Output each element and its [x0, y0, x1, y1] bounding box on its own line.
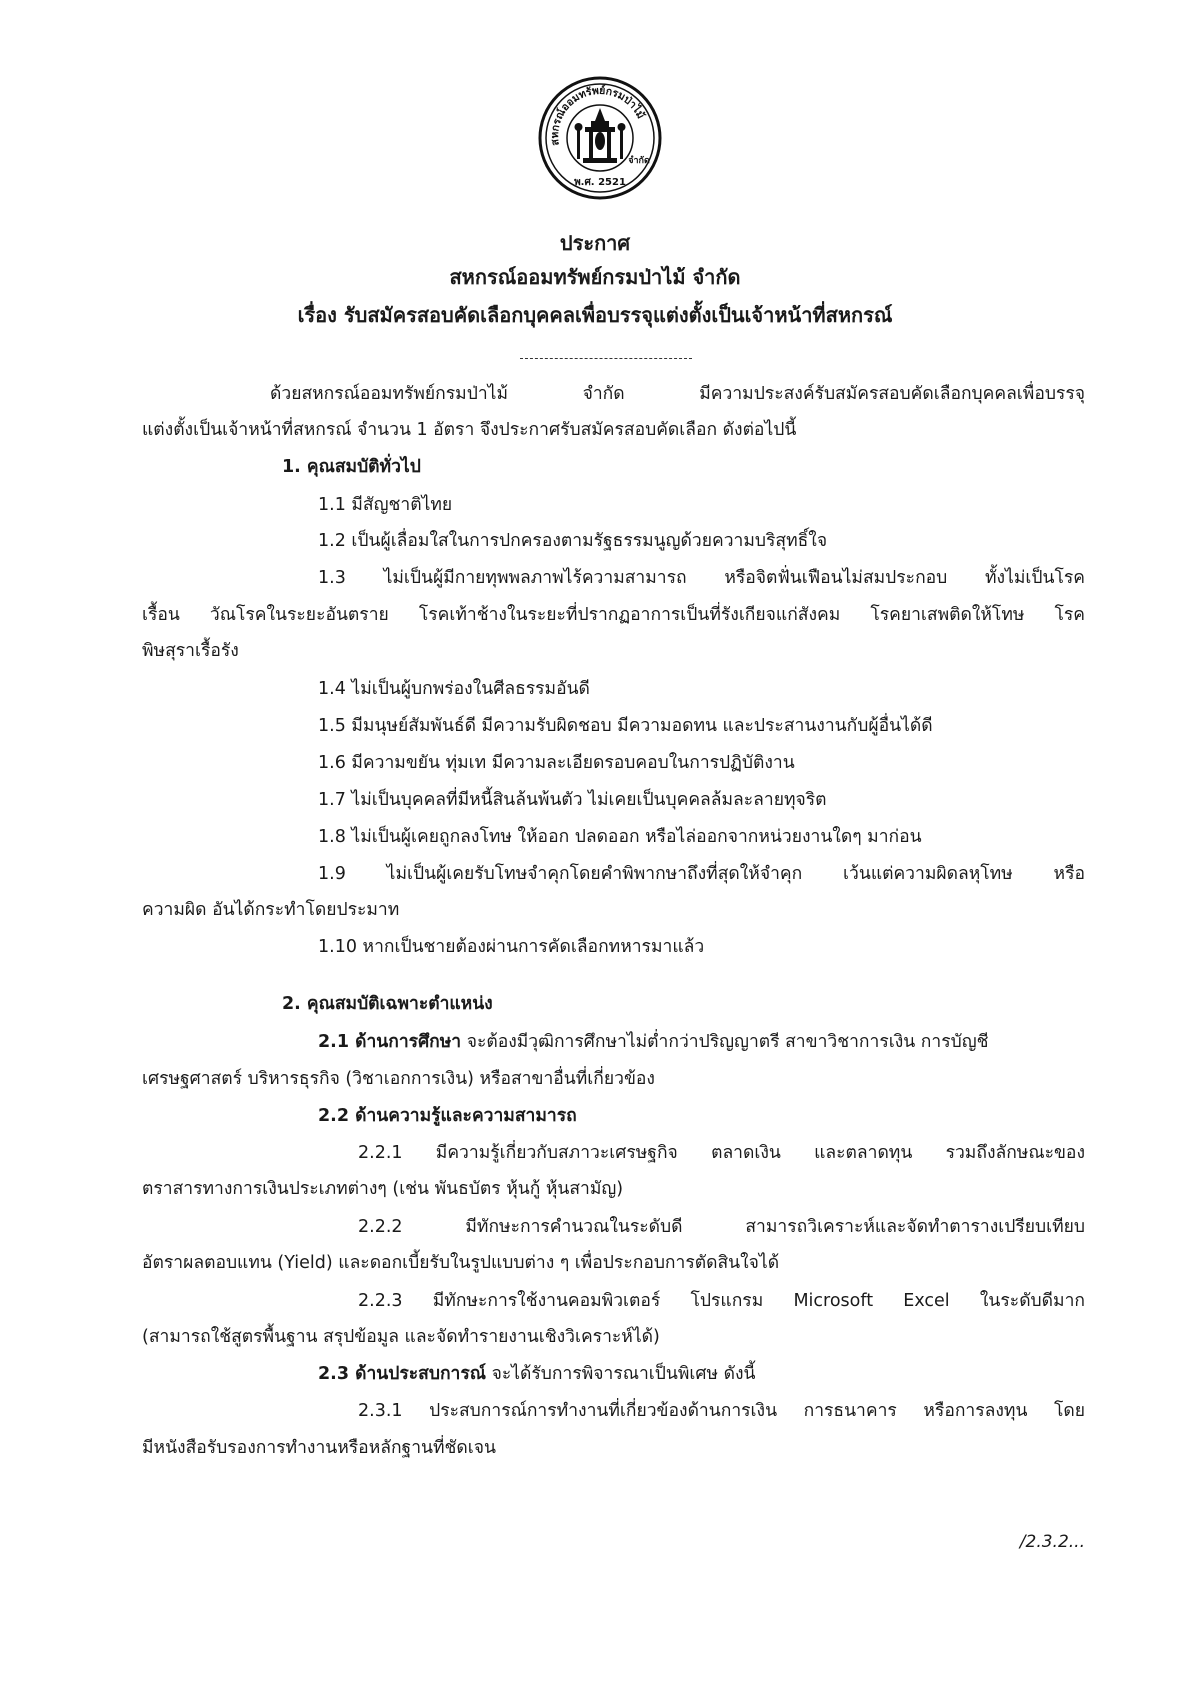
item-1-7: 1.7 ไม่เป็นบุคคลที่มีหนี้สินล้นพ้นตัว ไม่เคยเป็นบุคคลล้มละลายทุจริต — [318, 790, 827, 810]
announcement-label: ประกาศ — [559, 231, 631, 255]
item-2-2-3-line-2: (สามารถใช้สูตรพื้นฐาน สรุปข้อมูล และจัดทำรายงานเชิงวิเคราะห์ได้) — [142, 1327, 660, 1347]
item-1-3-line-1: 1.3 ไม่เป็นผู้มีกายทุพพลภาพไร้ความสามารถ หรือจิตฟั่นเฟือนไม่สมประกอบ ทั้งไม่เป็นโรค — [318, 568, 1085, 588]
item-1-1: 1.1 มีสัญชาติไทย — [318, 495, 453, 515]
item-2-2-2-line-1: 2.2.2 มีทักษะการคำนวณในระดับดี สามารถวิเคราะห์และจัดทำตารางเปรียบเทียบ — [358, 1217, 1085, 1237]
education-heading: 2.1 ด้านการศึกษา — [318, 1032, 462, 1052]
experience-line — [318, 1359, 755, 1389]
experience-text: จะได้รับการพิจารณาเป็นพิเศษ ดังนี้ — [486, 1364, 756, 1384]
intro-line-2: แต่งตั้งเป็นเจ้าหน้าที่สหกรณ์ จำนวน 1 อัตรา จึงประกาศรับสมัครสอบคัดเลือก ดังต่อไปนี้ — [142, 420, 797, 440]
section-2-title: 2. คุณสมบัติเฉพาะตำแหน่ง — [282, 994, 493, 1014]
item-2-2-3-line-1: 2.2.3 มีทักษะการใช้งานคอมพิวเตอร์ โปรแกรม Microsoft Excel ในระดับดีมาก — [358, 1291, 1085, 1311]
item-1-3-line-3: พิษสุราเรื้อรัง — [142, 641, 239, 661]
next-page-indicator: /2.3.2... — [1019, 1532, 1085, 1552]
experience-heading: 2.3 ด้านประสบการณ์ — [318, 1364, 487, 1384]
education-line-1 — [318, 1027, 989, 1057]
item-2-3-1-line-1: 2.3.1 ประสบการณ์การทำงานที่เกี่ยวข้องด้านการเงิน การธนาคาร หรือการลงทุน โดย — [358, 1401, 1085, 1421]
item-1-9-line-1: 1.9 ไม่เป็นผู้เคยรับโทษจำคุกโดยคำพิพากษาถึงที่สุดให้จำคุก เว้นแต่ความผิดลหุโทษ หรือ — [318, 864, 1085, 884]
item-2-2-1-line-1: 2.2.1 มีความรู้เกี่ยวกับสภาวะเศรษฐกิจ ตลาดเงิน และตลาดทุน รวมถึงลักษณะของ — [358, 1143, 1085, 1163]
item-2-2-2-line-2: อัตราผลตอบแทน (Yield) และดอกเบี้ยรับในรูปแบบต่าง ๆ เพื่อประกอบการตัดสินใจได้ — [142, 1253, 780, 1273]
item-1-5: 1.5 มีมนุษย์สัมพันธ์ดี มีความรับผิดชอบ มีความอดทน และประสานงานกับผู้อื่นได้ดี — [318, 716, 933, 736]
temple-emblem-icon — [575, 108, 626, 163]
item-1-9-line-2: ความผิด อันได้กระทำโดยประมาท — [142, 900, 400, 920]
seal-top-text: สหกรณ์ออมทรัพย์กรมป่าไม้ — [548, 84, 647, 147]
header-divider — [520, 358, 692, 359]
item-1-3-line-2: เรื้อน วัณโรคในระยะอันตราย โรคเท้าช้างในระยะที่ปรากฏอาการเป็นที่รังเกียจแก่สังคม โรคยาเสพติดให้โทษ โรค — [142, 605, 1085, 625]
item-1-2: 1.2 เป็นผู้เลื่อมใสในการปกครองตามรัฐธรรมนูญด้วยความบริสุทธิ์ใจ — [318, 531, 828, 551]
seal-side-text: จำกัด — [628, 156, 650, 166]
item-1-4: 1.4 ไม่เป็นผู้บกพร่องในศีลธรรมอันดี — [318, 679, 590, 699]
item-2-3-1-line-2: มีหนังสือรับรองการทำงานหรือหลักฐานที่ชัดเจน — [142, 1438, 496, 1458]
announcement-subject: เรื่อง รับสมัครสอบคัดเลือกบุคคลเพื่อบรรจุแต่งตั้งเป็นเจ้าหน้าที่สหกรณ์ — [297, 303, 893, 327]
education-text: จะต้องมีวุฒิการศึกษาไม่ต่ำกว่าปริญญาตรี สาขาวิชาการเงิน การบัญชี — [461, 1032, 989, 1052]
item-1-8: 1.8 ไม่เป็นผู้เคยถูกลงโทษ ให้ออก ปลดออก หรือไล่ออกจากหน่วยงานใดๆ มาก่อน — [318, 827, 922, 847]
intro-line-1: ด้วยสหกรณ์ออมทรัพย์กรมป่าไม้ จำกัด มีความประสงค์รับสมัครสอบคัดเลือกบุคคลเพื่อบรรจุ — [270, 384, 1085, 404]
item-1-10: 1.10 หากเป็นชายต้องผ่านการคัดเลือกทหารมาแล้ว — [318, 937, 705, 957]
cooperative-seal — [537, 75, 663, 201]
item-1-6: 1.6 มีความขยัน ทุ่มเท มีความละเอียดรอบคอบในการปฏิบัติงาน — [318, 753, 795, 773]
section-1-title: 1. คุณสมบัติทั่วไป — [282, 457, 421, 477]
education-line-2: เศรษฐศาสตร์ บริหารธุรกิจ (วิชาเอกการเงิน) หรือสาขาอื่นที่เกี่ยวข้อง — [142, 1069, 655, 1089]
knowledge-heading: 2.2 ด้านความรู้และความสามารถ — [318, 1106, 577, 1126]
item-2-2-1-line-2: ตราสารทางการเงินประเภทต่างๆ (เช่น พันธบัตร หุ้นกู้ หุ้นสามัญ) — [142, 1179, 624, 1199]
seal-year-text: พ.ศ. 2521 — [574, 177, 626, 188]
organization-title: สหกรณ์ออมทรัพย์กรมป่าไม้ จำกัด — [449, 265, 741, 289]
